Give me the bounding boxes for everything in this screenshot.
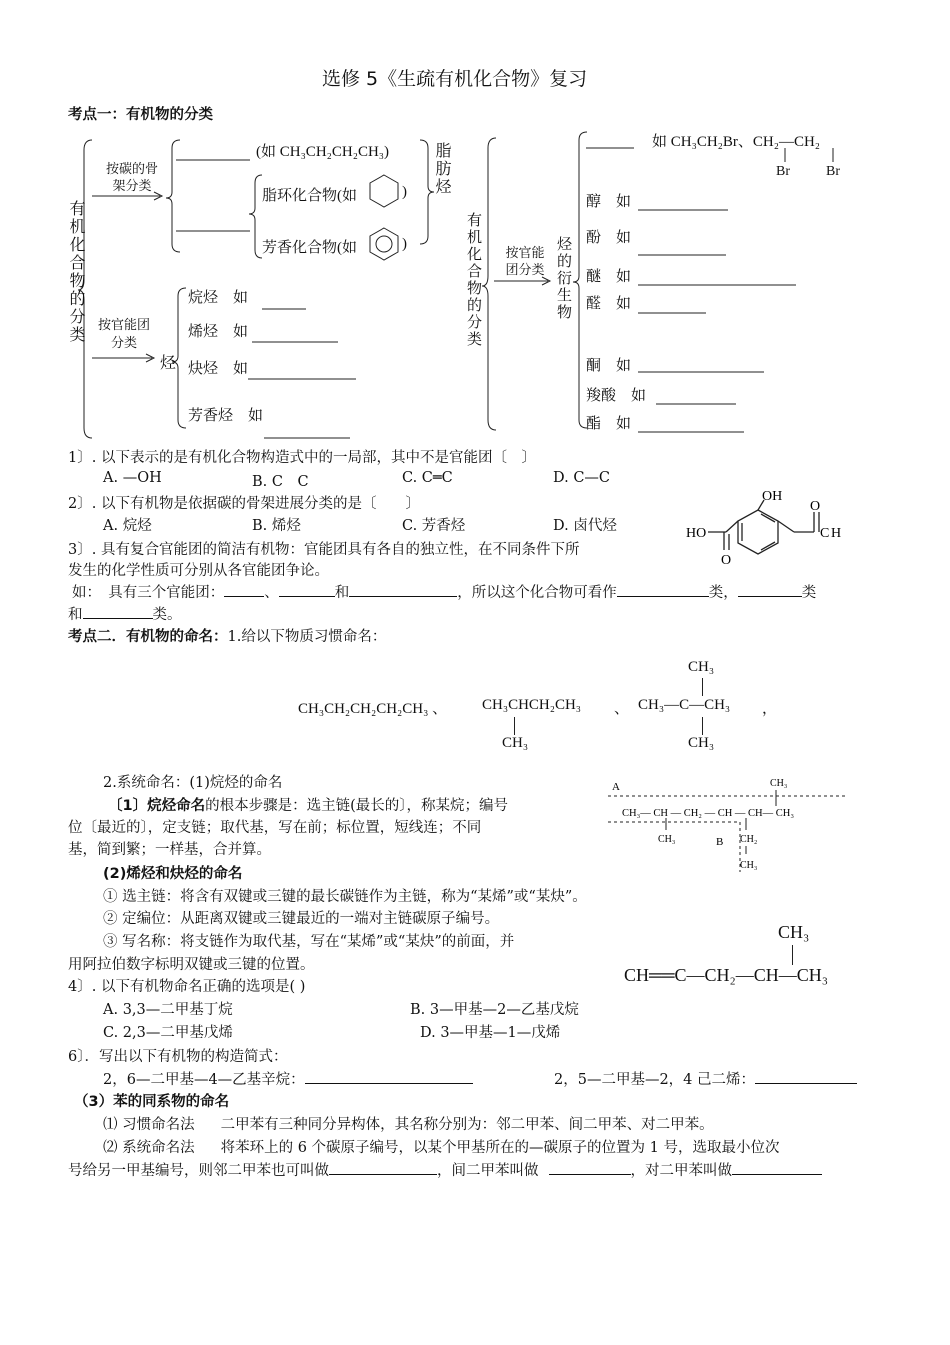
p3-line1: ⑴ 习惯命名法 二甲苯有三种同分异构体，其名称分别为：邻二甲苯、间二甲苯、对二甲苯。 bbox=[103, 1117, 714, 1133]
alkane-structure bbox=[600, 772, 860, 876]
answer-blank[interactable] bbox=[224, 582, 264, 597]
o-label: O bbox=[810, 499, 821, 514]
aliphatic-label: 脂肪烃 bbox=[433, 142, 450, 196]
by-func-label-right: 按官能团分类 bbox=[505, 245, 545, 277]
p1-line3: 基，简到繁；一样基，合并算。 bbox=[68, 842, 271, 858]
q3-line2: 发生的化学性质可分别从各官能团争论。 bbox=[68, 563, 329, 579]
q1-option: A. —OH bbox=[103, 470, 162, 486]
answer-blank[interactable] bbox=[349, 582, 457, 597]
sub2-heading: 2.系统命名：(1)烷烃的命名 bbox=[103, 775, 283, 791]
o-label: O bbox=[721, 553, 732, 568]
bond-line bbox=[514, 717, 515, 735]
formula-neopentane: CH₃—C—CH₃ bbox=[638, 697, 731, 713]
section-2-heading-line: 考点二．有机物的命名：1.给以下物质习惯命名： bbox=[68, 629, 387, 645]
branch-ch2: CH₂ bbox=[740, 834, 758, 845]
halide-example: 如 CH₃CH₂Br、CH₂—CH₂ bbox=[652, 134, 821, 150]
formula-isopentane: CH₃CHCH₂CH₃ bbox=[482, 697, 582, 713]
page-title: 选修 5《生疏有机化合物》复习 bbox=[322, 68, 588, 90]
label-a: A bbox=[612, 781, 620, 793]
q2-option: B. 烯烃 bbox=[252, 518, 301, 534]
root-label-right: 有机化合物的分类 bbox=[465, 212, 481, 348]
bond-line bbox=[702, 717, 703, 735]
p2-step3b: 用阿拉伯数字标明双键或三键的位置。 bbox=[68, 957, 315, 973]
q1-option: C. C═C bbox=[402, 470, 453, 486]
q2-option: C. 芳香烃 bbox=[402, 518, 466, 534]
q3-line3: 如： 具有三个官能团： 、 和 ，所以这个化合物可看作 类， 类 bbox=[72, 581, 816, 602]
by-func-label-left: 按官能团分类 bbox=[98, 317, 151, 350]
deriv-item: 酮 如 bbox=[586, 358, 632, 374]
alicyclic-close: ) bbox=[402, 184, 407, 200]
p2-step3: ③ 写名称：将支链作为取代基，写在“某烯”或“某炔”的前面，并 bbox=[103, 934, 515, 950]
bond-line bbox=[792, 945, 793, 965]
alkyne-main-chain: CH══C—CH₂—CH—CH₃ bbox=[624, 965, 829, 985]
root-label-left: 有机化合物的分类 bbox=[67, 200, 84, 344]
main-chain: CH₃— CH — CH₂ — CH — CH— CH₃ bbox=[622, 808, 794, 819]
answer-blank[interactable] bbox=[617, 582, 709, 597]
q1-option: D. C—C bbox=[553, 470, 611, 486]
deriv-item: 醇 如 bbox=[586, 194, 632, 210]
q4-option: A. 3,3—二甲基丁烷 bbox=[103, 1002, 233, 1018]
q3-structure bbox=[680, 488, 860, 570]
deriv-item: 酯 如 bbox=[586, 416, 632, 432]
aromatic-label: 芳香化合物(如 bbox=[262, 240, 357, 256]
section-1-heading: 考点一：有机物的分类 bbox=[68, 107, 213, 123]
label-b: B bbox=[716, 836, 724, 848]
answer-blank[interactable] bbox=[329, 1160, 437, 1175]
p3-line2: ⑵ 系统命名法 将苯环上的 6 个碳原子编号，以某个甲基所在的—碳原子的位置为 1 号，选取最小位次 bbox=[103, 1140, 780, 1156]
top-methyl: CH₃ bbox=[770, 778, 788, 789]
hc-item: 芳香烃 如 bbox=[188, 408, 264, 424]
answer-blank[interactable] bbox=[83, 604, 153, 619]
q6-stem: 6〕．写出以下有机物的构造简式： bbox=[68, 1049, 288, 1065]
q3-line4: 和 类。 bbox=[68, 603, 182, 624]
q2-stem: 2〕. 以下有机物是依据碳的骨架进展分类的是〔 〕 bbox=[68, 496, 420, 512]
br-label: Br bbox=[776, 164, 790, 179]
deriv-item: 酚 如 bbox=[586, 230, 632, 246]
p1-line1: 〔1〕烷烃命名的根本步骤是：选主链(最长的〕，称某烷；编号 bbox=[108, 798, 508, 814]
answer-blank[interactable] bbox=[755, 1069, 857, 1084]
q1-stem: 1〕. 以下表示的是有机化合物构造式中的一局部，其中不是官能团〔 〕 bbox=[68, 450, 536, 466]
c-label: C bbox=[820, 526, 830, 541]
h-label: H bbox=[831, 526, 842, 541]
bond-line bbox=[702, 678, 703, 696]
hc-item: 炔烃 如 bbox=[188, 361, 249, 377]
alkane-example: (如 CH₃CH₂CH₂CH₃) bbox=[256, 144, 390, 160]
deriv-item: 醛 如 bbox=[586, 296, 632, 312]
hydrocarbon-label: 烃 bbox=[160, 355, 177, 372]
answer-blank[interactable] bbox=[732, 1160, 822, 1175]
answer-blank[interactable] bbox=[549, 1160, 631, 1175]
p2-step1: ① 选主链：将含有双键或三键的最长碳链作为主链，称为“某烯”或“某炔”。 bbox=[103, 889, 587, 905]
branch-ch3: CH₃ bbox=[740, 860, 758, 871]
q4-option: C. 2,3—二甲基戊烯 bbox=[103, 1025, 233, 1041]
hc-item: 烯烃 如 bbox=[188, 324, 249, 340]
isopentane-branch: CH₃ bbox=[502, 735, 529, 751]
deriv-item: 羧酸 如 bbox=[586, 388, 647, 404]
q3-line1: 3〕. 具有复合官能团的简洁有机物：官能团具有各自的独立性，在不同条件下所 bbox=[68, 542, 580, 558]
neopentane-bottom: CH₃ bbox=[688, 735, 715, 751]
formula-pentane: CH₃CH₂CH₂CH₂CH₃ 、 bbox=[298, 701, 448, 717]
alkyne-top-methyl: CH₃ bbox=[778, 922, 810, 942]
hc-item: 烷烃 如 bbox=[188, 290, 249, 306]
q1-option: B. C C bbox=[252, 474, 309, 490]
q4-option: D. 3—甲基—1—戊烯 bbox=[420, 1025, 561, 1041]
p2-step2: ② 定编位：从距离双键或三键最近的一端对主链碳原子编号。 bbox=[103, 911, 500, 927]
alicyclic-label: 脂环化合物(如 bbox=[262, 188, 357, 204]
answer-blank[interactable] bbox=[305, 1069, 473, 1084]
p1-line2: 位〔最近的〕，定支链；取代基，写在前；标位置，短线连；不同 bbox=[68, 820, 482, 836]
p3-line3: 号给另一甲基编号，则邻二甲苯也可叫做 ，间二甲苯叫做 ，对二甲苯叫做 bbox=[68, 1159, 822, 1180]
br-label: Br bbox=[826, 164, 840, 179]
q2-option: A. 烷烃 bbox=[103, 518, 152, 534]
answer-blank[interactable] bbox=[738, 582, 802, 597]
p3-heading: （3）苯的同系物的命名 bbox=[74, 1094, 230, 1110]
separator: 、 bbox=[614, 701, 630, 717]
p2-heading: (2)烯烃和炔烃的命名 bbox=[103, 866, 243, 882]
aromatic-close: ) bbox=[402, 236, 407, 252]
q4-stem: 4〕. 以下有机物命名正确的选项是( ) bbox=[68, 979, 306, 995]
deriv-item: 醚 如 bbox=[586, 269, 632, 285]
q4-option: B. 3—甲基—2—乙基戊烷 bbox=[410, 1002, 579, 1018]
derivatives-label: 烃的衍生物 bbox=[555, 236, 571, 321]
oh-label: OH bbox=[762, 489, 783, 504]
q6-a: 2，6—二甲基—4—乙基辛烷： bbox=[103, 1068, 473, 1089]
branch-methyl: CH₃ bbox=[658, 834, 676, 845]
q2-option: D. 卤代烃 bbox=[553, 518, 617, 534]
separator: ， bbox=[762, 701, 778, 717]
ho-label: HO bbox=[686, 526, 707, 541]
answer-blank[interactable] bbox=[279, 582, 335, 597]
neopentane-top: CH₃ bbox=[688, 659, 715, 675]
q6-b: 2，5—二甲基—2，4 己二烯： bbox=[554, 1068, 857, 1089]
by-skeleton-label: 按碳的骨架分类 bbox=[105, 161, 158, 193]
